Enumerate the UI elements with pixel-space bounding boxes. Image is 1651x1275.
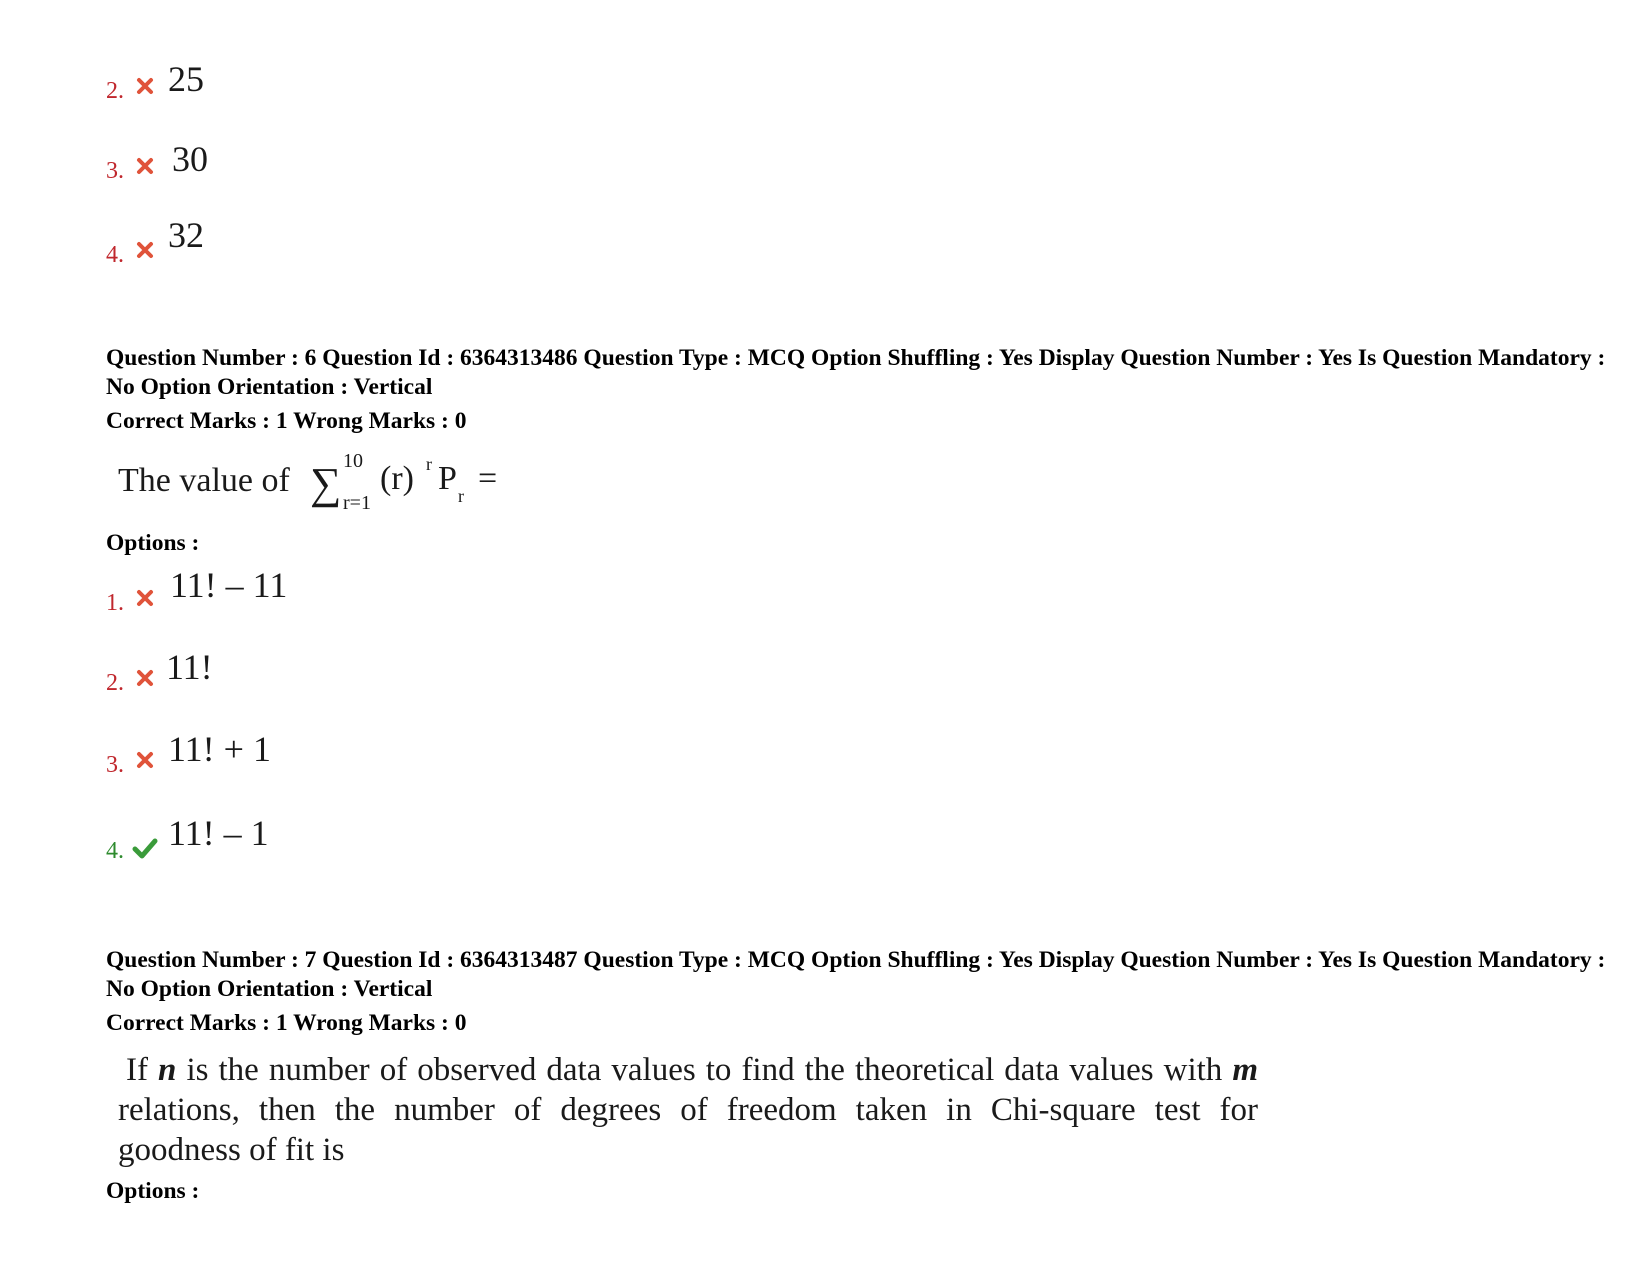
option-number: 4. <box>106 838 124 864</box>
superscript: r <box>426 454 432 474</box>
sum-lower-limit: r=1 <box>343 492 371 514</box>
option-number: 4. <box>106 242 124 268</box>
cross-icon <box>133 154 157 178</box>
stem-text: The value of <box>118 462 290 499</box>
stem-text: If <box>126 1052 148 1088</box>
question-meta: Question Number : 6 Question Id : 6364313486 Question Type : MCQ Option Shuffling : Yes Display Question Number : Yes Is Question Mandatory : No Option Orientation : Vertical <box>106 345 1606 400</box>
sum-term: (r) <box>380 460 414 497</box>
summation-expression <box>310 450 510 516</box>
permutation-symbol: P <box>438 460 457 497</box>
option-value: 30 <box>172 139 208 179</box>
option-value: 25 <box>168 59 204 99</box>
question-stem <box>118 462 290 500</box>
options-label: Options : <box>106 1178 200 1204</box>
subscript: r <box>458 486 464 506</box>
option-number: 1. <box>106 590 124 616</box>
option-value: 11! <box>166 647 213 687</box>
sigma-symbol: ∑ <box>310 459 342 508</box>
option-number: 3. <box>106 158 124 184</box>
marks-line: Correct Marks : 1 Wrong Marks : 0 <box>106 1010 467 1036</box>
variable-m: m <box>1232 1052 1259 1088</box>
option-value: 11! – 11 <box>170 565 288 605</box>
sum-upper-limit: 10 <box>343 450 363 472</box>
cross-icon <box>133 748 157 772</box>
option-number: 2. <box>106 670 124 696</box>
marks-line: Correct Marks : 1 Wrong Marks : 0 <box>106 408 467 434</box>
option-number: 2. <box>106 78 124 104</box>
options-label: Options : <box>106 530 200 556</box>
variable-n: n <box>158 1052 177 1088</box>
option-value: 11! – 1 <box>168 813 269 853</box>
stem-text: relations, then the number of degrees of freedom taken in Chi-square test for goodness of fit is <box>118 1092 1258 1168</box>
option-value: 11! + 1 <box>168 729 271 769</box>
cross-icon <box>133 666 157 690</box>
cross-icon <box>133 238 157 262</box>
option-number: 3. <box>106 752 124 778</box>
question-meta: Question Number : 7 Question Id : 6364313487 Question Type : MCQ Option Shuffling : Yes Display Question Number : Yes Is Question Mandatory : No Option Orientation : Vertical <box>106 947 1606 1002</box>
cross-icon <box>133 586 157 610</box>
option-value: 32 <box>168 215 204 255</box>
check-icon <box>131 834 159 862</box>
question-stem <box>118 1050 1258 1170</box>
equals-sign: = <box>478 460 498 497</box>
stem-text: is the number of observed data values to find the theoretical data values with <box>186 1052 1223 1088</box>
cross-icon <box>133 74 157 98</box>
